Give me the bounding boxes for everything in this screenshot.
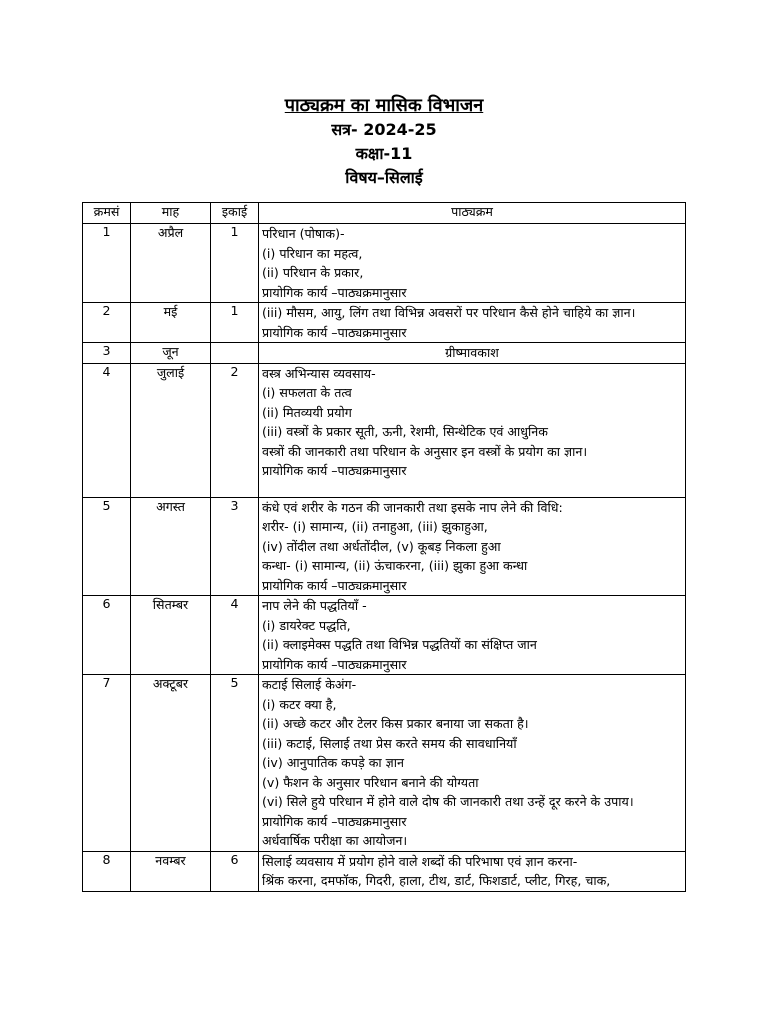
- row-month: जून: [131, 343, 211, 364]
- syllabus-line: कन्धा- (i) सामान्य, (ii) ऊंचाकरना, (iii) झुका हुआ कन्धा: [262, 558, 528, 573]
- row-sno: 6: [83, 596, 131, 675]
- row-syllabus: [259, 497, 686, 596]
- syllabus-line: प्रायोगिक कार्य –पाठ्यक्रमानुसार: [262, 813, 407, 829]
- syllabus-line: शरीर- (i) सामान्य, (ii) तनाहुआ, (iii) झुकाहुआ,: [262, 519, 488, 534]
- row-unit: 6: [211, 851, 259, 891]
- col-header-unit: इकाई: [211, 203, 259, 224]
- row-unit: 4: [211, 596, 259, 675]
- table-row: [83, 303, 686, 343]
- row-syllabus: [259, 675, 686, 852]
- syllabus-line: कंधे एवं शरीर के गठन की जानकारी तथा इसके नाप लेने की विधि:: [262, 499, 563, 515]
- syllabus-line: (iii) मौसम, आयु, लिंग तथा विभिन्न अवसरों पर परिधान कैसे होने चाहिये का ज्ञान।: [262, 305, 636, 320]
- syllabus-line: प्रायोगिक कार्य –पाठ्यक्रमानुसार: [262, 463, 407, 478]
- syllabus-line: श्रिंक करना, दमफॉक, गिदरी, हाला, टीथ, डार्ट, फिशडार्ट, प्लीट, गिरह, चाक,: [262, 873, 611, 888]
- syllabus-line: (i) कटर क्या है,: [262, 696, 337, 712]
- syllabus-line: सिलाई व्यवसाय में प्रयोग होने वाले शब्दों की परिभाषा एवं ज्ञान करना-: [262, 853, 578, 869]
- syllabus-line: प्रायोगिक कार्य –पाठ्यक्रमानुसार: [262, 656, 407, 672]
- row-month: नवम्बर: [131, 851, 211, 891]
- row-month: अगस्त: [131, 497, 211, 596]
- row-month: मई: [131, 303, 211, 343]
- table-row: [83, 363, 686, 497]
- syllabus-line: (iv) तोंदील तथा अर्धतोंदील, (v) कूबड़ निकला हुआ: [262, 538, 501, 554]
- row-sno: 1: [83, 224, 131, 303]
- subject-line: विषय–सिलाई: [345, 168, 423, 187]
- syllabus-line: (vi) सिले हुये परिधान में होने वाले दोष की जानकारी तथा उन्हें दूर करने के उपाय।: [262, 794, 634, 809]
- row-unit: 3: [211, 497, 259, 596]
- row-sno: 5: [83, 497, 131, 596]
- syllabus-line: प्रायोगिक कार्य –पाठ्यक्रमानुसार: [262, 324, 407, 340]
- table-row: [83, 851, 686, 891]
- syllabus-line: नाप लेने की पद्धतियाँ -: [262, 598, 367, 613]
- row-sno: 8: [83, 851, 131, 891]
- syllabus-line: वस्त्र अभिन्यास व्यवसाय-: [262, 365, 376, 381]
- table-header-row: [83, 203, 686, 224]
- syllabus-line: प्रायोगिक कार्य –पाठ्यक्रमानुसार: [262, 577, 407, 593]
- syllabus-line: (iii) वस्त्रों के प्रकार सूती, ऊनी, रेशमी, सिन्थेटिक एवं आधुनिक: [262, 424, 548, 439]
- syllabus-line: प्रायोगिक कार्य –पाठ्यक्रमानुसार: [262, 284, 407, 300]
- row-sno: 4: [83, 363, 131, 497]
- row-syllabus: [259, 303, 686, 343]
- row-unit: 5: [211, 675, 259, 852]
- syllabus-line: (i) सफलता के तत्व: [262, 385, 352, 400]
- table-row: [83, 596, 686, 675]
- syllabus-line: (v) फैशन के अनुसार परिधान बनाने की योग्यता: [262, 774, 479, 790]
- col-header-syllabus: पाठ्यक्रम: [259, 203, 686, 224]
- row-syllabus: [259, 596, 686, 675]
- syllabus-line: अर्धवार्षिक परीक्षा का आयोजन।: [262, 833, 408, 848]
- syllabus-line: परिधान (पोषाक)-: [262, 226, 345, 241]
- row-sno: 7: [83, 675, 131, 852]
- row-unit: 2: [211, 363, 259, 497]
- document-title: पाठ्यक्रम का मासिक विभाजन: [284, 95, 484, 116]
- col-header-month: माह: [131, 203, 211, 224]
- row-month: जुलाई: [131, 363, 211, 497]
- row-sno: 3: [83, 343, 131, 364]
- syllabus-line: (ii) अच्छे कटर और टेलर किस प्रकार बनाया जा सकता है।: [262, 716, 529, 731]
- row-unit: 1: [211, 303, 259, 343]
- syllabus-line: (i) डायरेक्ट पद्धति,: [262, 617, 351, 633]
- row-sno: 2: [83, 303, 131, 343]
- table-row: [83, 343, 686, 364]
- row-month: अक्टूबर: [131, 675, 211, 852]
- row-syllabus-merged: ग्रीष्मावकाश: [259, 343, 686, 364]
- syllabus-line: (ii) क्लाइमेक्स पद्धति तथा विभिन्न पद्धतियों का संक्षिप्त जान: [262, 637, 537, 652]
- row-month: सितम्बर: [131, 596, 211, 675]
- document-header: [0, 94, 768, 190]
- syllabus-line: (i) परिधान का महत्व,: [262, 245, 363, 261]
- syllabus-line: (iv) आनुपातिक कपड़े का ज्ञान: [262, 755, 404, 770]
- syllabus-line: (ii) मितव्ययी प्रयोग: [262, 404, 352, 420]
- table-row: [83, 675, 686, 852]
- col-header-sno: क्रमसं: [83, 203, 131, 224]
- syllabus-line: वस्त्रों की जानकारी तथा परिधान के अनुसार इन वस्त्रों के प्रयोग का ज्ञान।: [262, 443, 588, 459]
- syllabus-line: (ii) परिधान के प्रकार,: [262, 265, 364, 280]
- row-syllabus: [259, 851, 686, 891]
- class-line: कक्षा-11: [355, 144, 413, 163]
- table-row: [83, 497, 686, 596]
- row-unit: 1: [211, 224, 259, 303]
- row-syllabus: [259, 224, 686, 303]
- row-syllabus: [259, 363, 686, 497]
- row-month: अप्रैल: [131, 224, 211, 303]
- syllabus-line: (iii) कटाई, सिलाई तथा प्रेस करते समय की सावधानियाँ: [262, 735, 517, 751]
- session-line: सत्र- 2024-25: [331, 120, 437, 139]
- row-unit: [211, 343, 259, 364]
- syllabus-table: [82, 202, 686, 892]
- table-row: [83, 224, 686, 303]
- syllabus-line: कटाई सिलाई केअंग-: [262, 677, 357, 692]
